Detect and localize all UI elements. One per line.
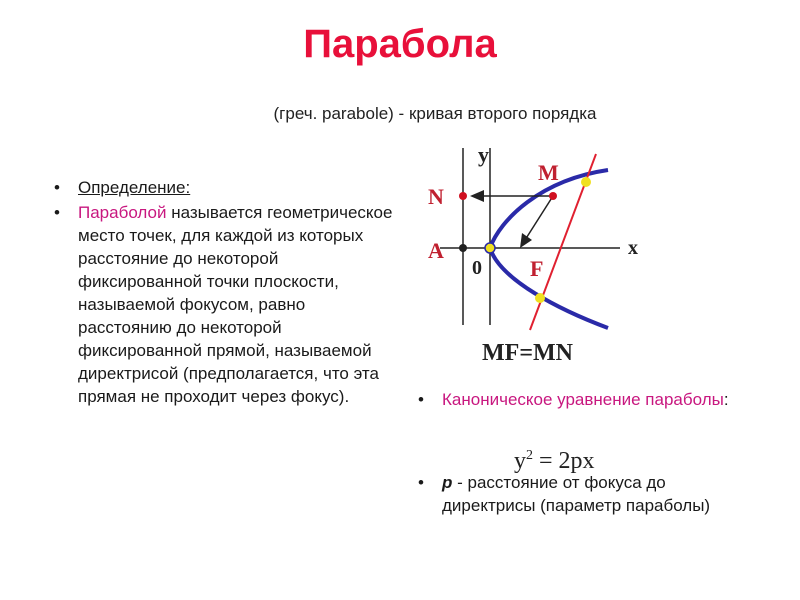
label-n: N — [428, 184, 444, 209]
arrow-mf-head — [520, 233, 532, 248]
canonical-formula — [514, 448, 595, 475]
canonical-colon: : — [723, 390, 729, 409]
point-bottom-yellow — [535, 293, 545, 303]
definition-term: Параболой — [78, 203, 167, 222]
label-y: y — [478, 142, 489, 167]
point-n — [459, 192, 467, 200]
page-title: Парабола — [303, 22, 497, 66]
p-item — [418, 471, 763, 517]
point-origin — [485, 243, 495, 253]
label-zero: 0 — [472, 257, 482, 279]
parabola-diagram — [420, 140, 660, 370]
point-top-yellow — [581, 177, 591, 187]
label-a: A — [428, 238, 444, 263]
parabola-curve — [490, 170, 608, 328]
definition-text: называется геометрическое место точек, для каждой из которых расстояние до некоторой фиксированной точки плоскости, называемой фокусом, равно расстоянию до некоторой фиксированной прямой, называемой директрисой (предполагается, что эта прямая не проходит через фокус). — [78, 203, 393, 406]
canonical-item — [418, 388, 763, 411]
definition-list — [54, 176, 399, 410]
arrow-mn-head — [470, 190, 484, 202]
label-x: x — [628, 237, 638, 259]
label-f: F — [530, 256, 544, 281]
point-a — [459, 244, 467, 252]
point-m — [549, 192, 557, 200]
diagram-caption: MF=MN — [482, 340, 573, 366]
formula-sup: 2 — [526, 448, 533, 463]
p-symbol: p — [442, 473, 453, 492]
formula-lhs: y — [514, 448, 526, 474]
definition-label-item — [54, 176, 399, 199]
formula-rhs: = 2px — [533, 448, 595, 474]
p-description: - расстояние от фокуса до директрисы (параметр параболы) — [442, 473, 711, 515]
definition-item — [54, 201, 399, 408]
definition-label: Определение: — [78, 178, 191, 197]
subtitle: (греч. parabole) - кривая второго порядка — [273, 104, 597, 123]
canonical-label: Каноническое уравнение параболы — [442, 390, 724, 409]
label-m: M — [538, 160, 559, 185]
